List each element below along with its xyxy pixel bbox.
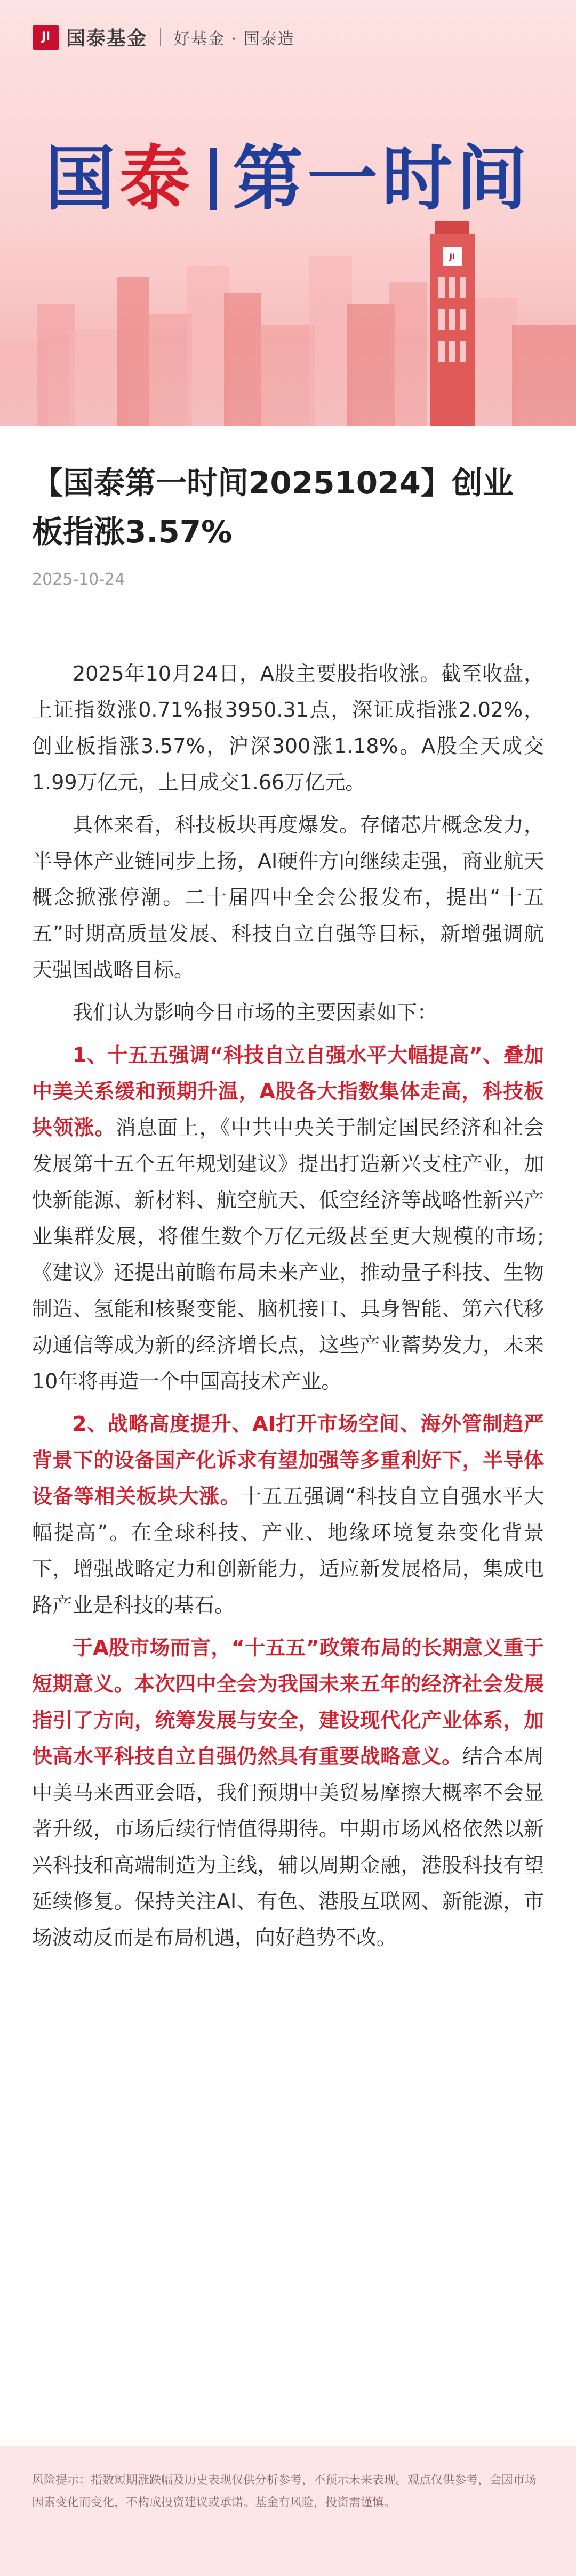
article-body bbox=[32, 655, 544, 1962]
highlight-text: 1、十五五强调“科技自立自强水平大幅提高”、叠加中美关系缓和预期升温，A股各大指数集体走高，科技板块领涨。 bbox=[32, 1043, 544, 1139]
guotai-logo-icon: JI bbox=[33, 25, 59, 50]
body-text: 具体来看，科技板块再度爆发。存储芯片概念发力，半导体产业链同步上扬，AI硬件方向继续走强，商业航天概念掀涨停潮。二十届四中全会公报发布，提出“十五五”时期高质量发展、科技自立自强等目标，新增强调航天强国战略目标。 bbox=[32, 813, 544, 982]
brand-slogan: 好基金 · 国泰造 bbox=[174, 29, 295, 48]
body-text: 十五五强调“科技自立自强水平大幅提高”。在全球科技、产业、地缘环境复杂变化背景下，增强战略定力和创新能力，适应新发展格局，集成电路产业是科技的基石。 bbox=[32, 1485, 544, 1617]
body-text: 消息面上，《中共中央关于制定国民经济和社会发展第十五个五年规划建议》提出打造新兴支柱产业，加快新能源、新材料、航空航天、低空经济等战略性新兴产业集群发展，将催生数个万亿元级甚至更大规模的市场;《建议》还提出前瞻布局未来产业，推动量子科技、生物制造、氢能和核聚变能、脑机接口、具身智能、第六代移动通信等成为新的经济增长点，这些产业蓄势发力，未来10年将再造一个中国高技术产业。 bbox=[32, 1116, 544, 1393]
tower-logo-icon: JI bbox=[443, 247, 462, 266]
banner-title-right: 第一时间 bbox=[233, 138, 531, 220]
article-paragraph bbox=[32, 1406, 544, 1623]
article-title: 【国泰第一时间20251024】创业板指涨3.57% bbox=[32, 465, 514, 550]
city-skyline-illustration bbox=[0, 202, 576, 426]
article-paragraph bbox=[32, 1630, 544, 1956]
highlight-text: 2、战略高度提升、AI打开市场空间、海外管制趋严背景下的设备国产化诉求有望加强等多重利好下，半导体设备等相关板块大涨。 bbox=[32, 1412, 544, 1508]
banner-title-divider bbox=[210, 148, 217, 210]
brand-header bbox=[33, 23, 295, 51]
risk-disclaimer-text: 风险提示：指数短期涨跌幅及历史表现仅供分析参考，不预示未来表现。观点仅供参考，会因市场因素变化而变化，不构成投资建议或承诺。基金有风险，投资需谨慎。 bbox=[32, 2474, 537, 2509]
article-paragraph bbox=[32, 994, 544, 1031]
brand-name: 国泰基金 bbox=[66, 28, 148, 50]
highlight-text: 于A股市场而言，“十五五”政策布局的长期意义重于短期意义。本次四中全会为我国未来五年的经济社会发展指引了方向，统筹发展与安全，建设现代化产业体系，加快高水平科技自立自强仍然具有重要战略意义。 bbox=[32, 1636, 544, 1768]
body-text: 我们认为影响今日市场的主要因素如下： bbox=[73, 1001, 438, 1024]
article-paragraph bbox=[32, 807, 544, 988]
banner-title-left: 国泰 bbox=[45, 138, 194, 220]
body-text: 结合本周中美马来西亚会晤，我们预期中美贸易摩擦大概率不会显著升级，市场后续行情值得期待。中期市场风格依然以新兴科技和高端制造为主线，辅以周期金融，港股科技有望延续修复。保持关注AI、有色、港股互联网、新能源，市场波动反而是布局机遇，向好趋势不改。 bbox=[32, 1745, 544, 1949]
header-banner bbox=[0, 0, 576, 426]
brand-divider bbox=[160, 28, 161, 46]
risk-disclaimer bbox=[0, 2446, 576, 2576]
article-paragraph bbox=[32, 655, 544, 800]
article-date: 2025-10-24 bbox=[32, 570, 125, 589]
article-paragraph bbox=[32, 1037, 544, 1399]
body-text: 2025年10月24日，A股主要股指收涨。截至收盘，上证指数涨0.71%报3950.31点，深证成指涨2.02%，创业板指涨3.57%，沪深300涨1.18%。A股全天成交1.99万亿元，上日成交1.66万亿元。 bbox=[32, 662, 544, 794]
